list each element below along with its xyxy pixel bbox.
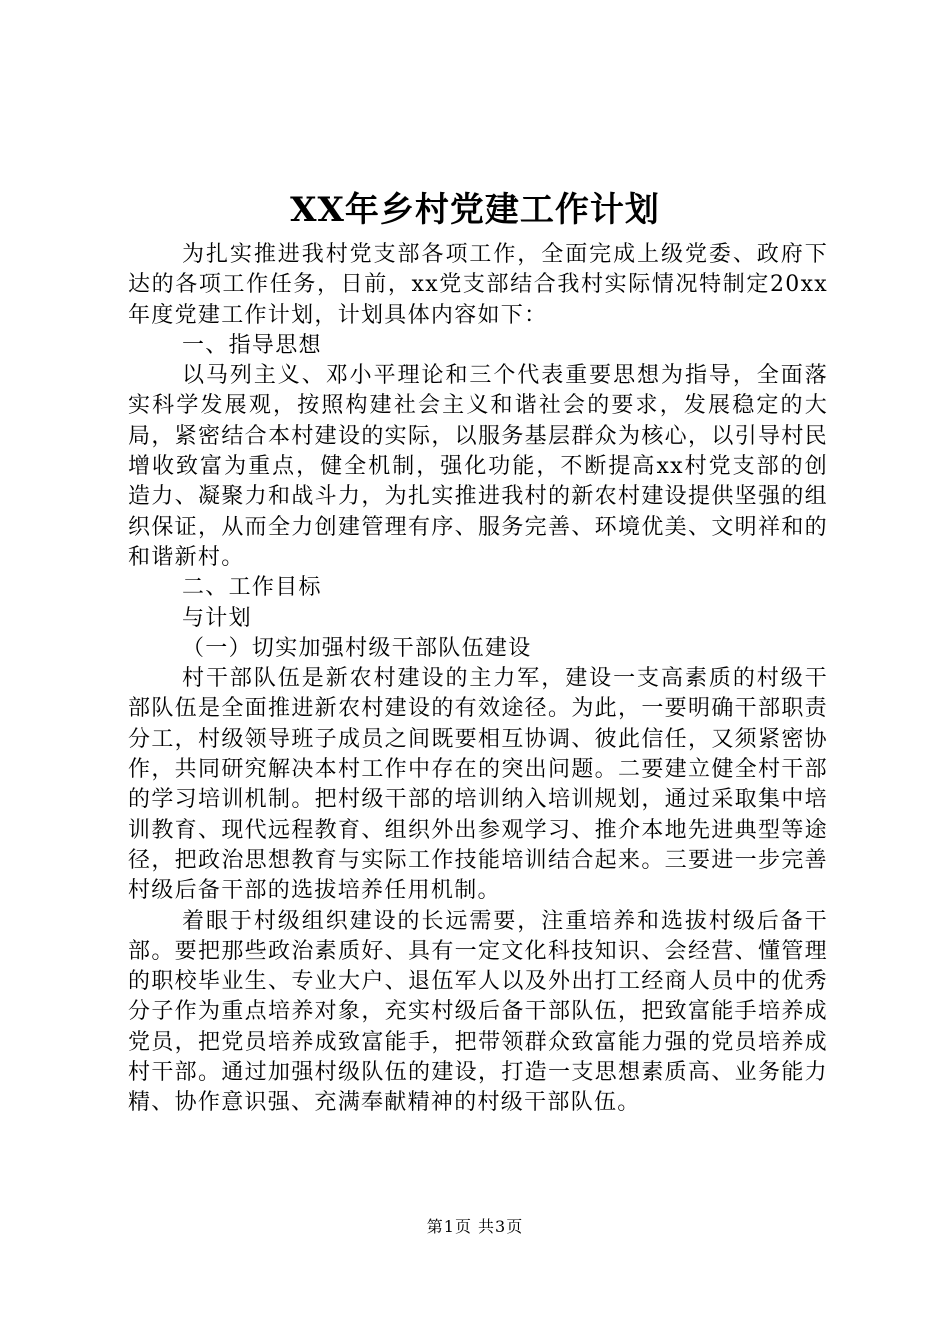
page-footer: 第1页 共3页 <box>426 1217 524 1236</box>
subsection-heading-cadre-team: （一）切实加强村级干部队伍建设 <box>182 635 532 661</box>
section-heading-work-goals: 二、工作目标 <box>182 575 322 601</box>
guiding-ideology-paragraph: 以马列主义、邓小平理论和三个代表重要思想为指导，全面落实科学发展观，按照构建社会主义和谐社会的要求，发展稳定的大局，紧密结合本村建设的实际，以服务基层群众为核心，以引导村民增收致富为重点，健全机制，强化功能，不断提高xx村党支部的创造力、凝聚力和战斗力，为扎实推进我村的新农村建设提供坚强的组织保证，从而全力创建管理有序、服务完善、环境优美、文明祥和的和谐新村。 <box>128 363 828 570</box>
reserve-cadre-paragraph: 着眼于村级组织建设的长远需要，注重培养和选拔村级后备干部。要把那些政治素质好、具有一定文化科技知识、会经营、懂管理的职校毕业生、专业大户、退伍军人以及外出打工经商人员中的优秀分子作为重点培养对象，充实村级后备干部队伍，把致富能手培养成党员，把党员培养成致富能手，把带领群众致富能力强的党员培养成村干部。通过加强村级队伍的建设，打造一支思想素质高、业务能力精、协作意识强、充满奉献精神的村级干部队伍。 <box>128 908 828 1116</box>
document-title: XX年乡村党建工作计划 <box>290 190 660 230</box>
intro-paragraph: 为扎实推进我村党支部各项工作，全面完成上级党委、政府下达的各项工作任务，日前，xx党支部结合我村实际情况特制定20xx年度党建工作计划，计划具体内容如下： <box>128 242 828 328</box>
document-body <box>128 240 828 1119</box>
section-heading-work-goals-continued: 与计划 <box>182 605 252 631</box>
section-heading-guiding-ideology: 一、指导思想 <box>182 332 322 358</box>
cadre-team-paragraph: 村干部队伍是新农村建设的主力军，建设一支高素质的村级干部队伍是全面推进新农村建设的有效途径。为此，一要明确干部职责分工，村级领导班子成员之间既要相互协调、彼此信任，又须紧密协作，共同研究解决本村工作中存在的突出问题。二要建立健全村干部的学习培训机制。把村级干部的培训纳入培训规划，通过采取集中培训教育、现代远程教育、组织外出参观学习、推介本地先进典型等途径，把政治思想教育与实际工作技能培训结合起来。三要进一步完善村级后备干部的选拔培养任用机制。 <box>128 666 828 904</box>
